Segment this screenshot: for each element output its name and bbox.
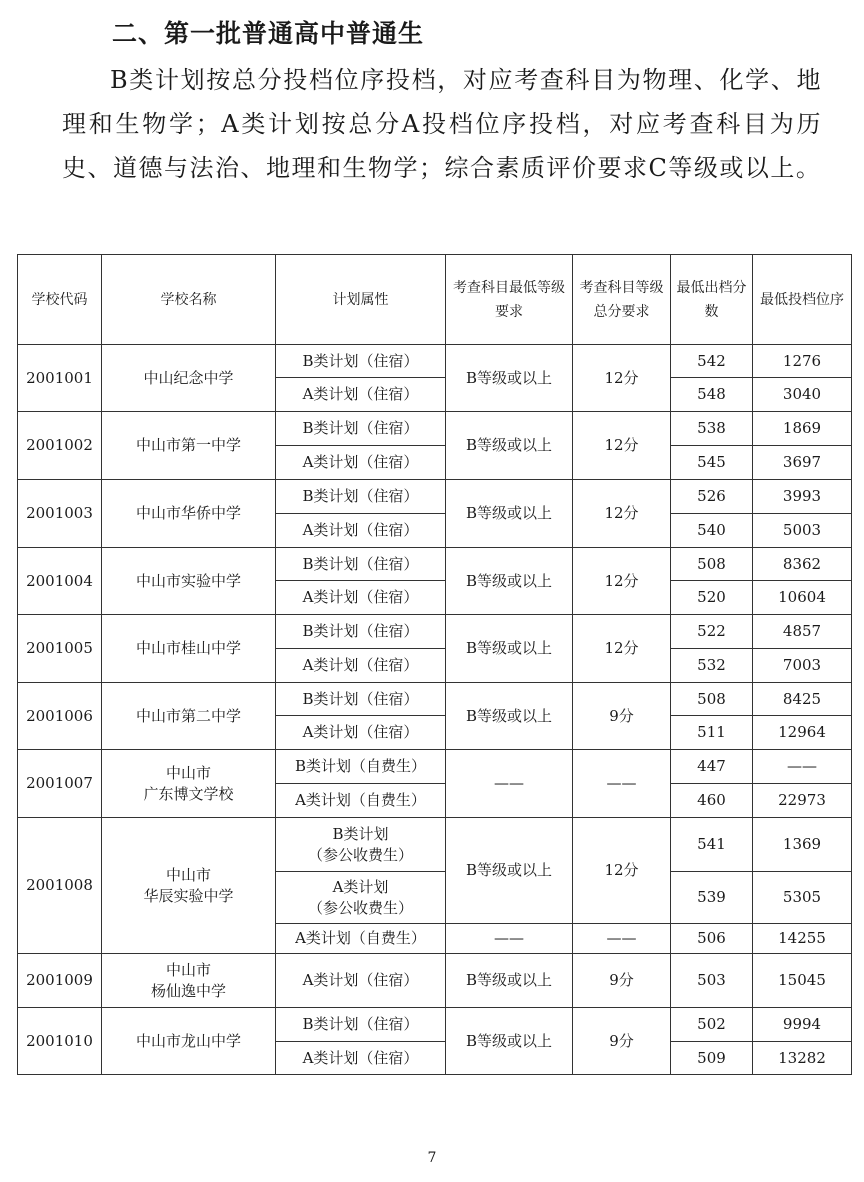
- admission-table: [17, 254, 852, 1075]
- min-grade-requirement: B等级或以上: [446, 1008, 573, 1075]
- min-grade-requirement: B等级或以上: [446, 954, 573, 1008]
- min-score: 502: [671, 1008, 753, 1042]
- table-row: [18, 954, 852, 1008]
- school-name: 中山市 杨仙逸中学: [102, 954, 276, 1008]
- plan-type: A类计划（住宿）: [276, 514, 446, 548]
- header-total-grade: 考查科目等级总分要求: [573, 255, 671, 345]
- min-rank: 1369: [753, 818, 852, 872]
- min-rank: 3697: [753, 446, 852, 480]
- plan-type: A类计划（自费生）: [276, 784, 446, 818]
- min-grade-requirement: B等级或以上: [446, 615, 573, 683]
- table-row: [18, 345, 852, 378]
- min-rank: 22973: [753, 784, 852, 818]
- page-number: 7: [427, 1150, 437, 1166]
- min-score: 541: [671, 818, 753, 872]
- min-rank: 9994: [753, 1008, 852, 1042]
- min-score: 460: [671, 784, 753, 818]
- plan-type: B类计划（住宿）: [276, 683, 446, 716]
- school-name: 中山纪念中学: [102, 345, 276, 412]
- header-min-rank: 最低投档位序: [753, 255, 852, 345]
- plan-type: B类计划（住宿）: [276, 480, 446, 514]
- table-row: [18, 615, 852, 649]
- min-grade-requirement: B等级或以上: [446, 480, 573, 548]
- total-grade-requirement: 12分: [573, 412, 671, 480]
- header-min-score: 最低出档分数: [671, 255, 753, 345]
- min-grade-requirement: B等级或以上: [446, 548, 573, 615]
- total-grade-requirement: 9分: [573, 954, 671, 1008]
- plan-type: A类计划（住宿）: [276, 1042, 446, 1075]
- min-score: 548: [671, 378, 753, 412]
- paragraph-text: B类计划按总分投档位序投档，对应考查科目为物理、化学、地理和生物学；A类计划按总分A投档位序投档，对应考查科目为历史、道德与法治、地理和生物学；综合素质评价要求C等级或以上。: [62, 66, 822, 182]
- min-score: 526: [671, 480, 753, 514]
- total-grade-requirement: 12分: [573, 548, 671, 615]
- min-rank: 14255: [753, 924, 852, 954]
- total-grade-requirement: 12分: [573, 615, 671, 683]
- plan-type: A类计划 （参公收费生）: [276, 872, 446, 924]
- min-rank: 7003: [753, 649, 852, 683]
- school-name: 中山市第一中学: [102, 412, 276, 480]
- min-score: 447: [671, 750, 753, 784]
- min-score: 509: [671, 1042, 753, 1075]
- min-rank: 4857: [753, 615, 852, 649]
- table-row: [18, 412, 852, 446]
- table-row: [18, 683, 852, 716]
- school-name: 中山市龙山中学: [102, 1008, 276, 1075]
- min-rank: 13282: [753, 1042, 852, 1075]
- school-code: 2001009: [18, 954, 102, 1008]
- min-rank: 3040: [753, 378, 852, 412]
- plan-type: A类计划（住宿）: [276, 581, 446, 615]
- total-grade-requirement: 9分: [573, 683, 671, 750]
- school-name: 中山市华侨中学: [102, 480, 276, 548]
- min-score: 545: [671, 446, 753, 480]
- min-rank: 15045: [753, 954, 852, 1008]
- plan-type: A类计划（自费生）: [276, 924, 446, 954]
- min-grade-requirement: B等级或以上: [446, 818, 573, 924]
- plan-type: A类计划（住宿）: [276, 716, 446, 750]
- total-grade-requirement: 12分: [573, 818, 671, 924]
- min-score: 522: [671, 615, 753, 649]
- min-grade-requirement: B等级或以上: [446, 412, 573, 480]
- header-plan: 计划属性: [276, 255, 446, 345]
- school-code: 2001005: [18, 615, 102, 683]
- min-rank: 1276: [753, 345, 852, 378]
- min-score: 538: [671, 412, 753, 446]
- section-paragraph: [62, 58, 822, 190]
- min-rank: 5305: [753, 872, 852, 924]
- header-code: 学校代码: [18, 255, 102, 345]
- min-rank: 8425: [753, 683, 852, 716]
- school-code: 2001007: [18, 750, 102, 818]
- plan-type: B类计划（住宿）: [276, 548, 446, 581]
- plan-type: B类计划（自费生）: [276, 750, 446, 784]
- min-rank: 1869: [753, 412, 852, 446]
- min-rank: ——: [753, 750, 852, 784]
- min-grade-requirement: B等级或以上: [446, 683, 573, 750]
- min-rank: 12964: [753, 716, 852, 750]
- header-name: 学校名称: [102, 255, 276, 345]
- plan-type: A类计划（住宿）: [276, 649, 446, 683]
- min-rank: 3993: [753, 480, 852, 514]
- school-code: 2001003: [18, 480, 102, 548]
- plan-type: B类计划（住宿）: [276, 615, 446, 649]
- school-code: 2001001: [18, 345, 102, 412]
- school-name: 中山市 广东博文学校: [102, 750, 276, 818]
- plan-type: A类计划（住宿）: [276, 446, 446, 480]
- total-grade-requirement: ——: [573, 750, 671, 818]
- table-row: [18, 1008, 852, 1042]
- min-score: 539: [671, 872, 753, 924]
- table-row: [18, 548, 852, 581]
- plan-type: B类计划（住宿）: [276, 1008, 446, 1042]
- table-row: [18, 818, 852, 872]
- school-name: 中山市实验中学: [102, 548, 276, 615]
- min-rank: 10604: [753, 581, 852, 615]
- total-grade-requirement: 12分: [573, 480, 671, 548]
- section-heading: 二、第一批普通高中普通生: [112, 19, 425, 48]
- min-grade-requirement: ——: [446, 924, 573, 954]
- table-body: [18, 345, 852, 1075]
- min-rank: 5003: [753, 514, 852, 548]
- plan-type: A类计划（住宿）: [276, 954, 446, 1008]
- school-code: 2001004: [18, 548, 102, 615]
- header-min-grade: 考查科目最低等级要求: [446, 255, 573, 345]
- min-grade-requirement: ——: [446, 750, 573, 818]
- min-score: 532: [671, 649, 753, 683]
- school-code: 2001002: [18, 412, 102, 480]
- min-score: 520: [671, 581, 753, 615]
- min-score: 503: [671, 954, 753, 1008]
- plan-type: B类计划（住宿）: [276, 345, 446, 378]
- min-score: 540: [671, 514, 753, 548]
- table-row: [18, 480, 852, 514]
- min-score: 542: [671, 345, 753, 378]
- school-name: 中山市桂山中学: [102, 615, 276, 683]
- school-code: 2001006: [18, 683, 102, 750]
- total-grade-requirement: 9分: [573, 1008, 671, 1075]
- min-score: 511: [671, 716, 753, 750]
- min-score: 508: [671, 548, 753, 581]
- min-grade-requirement: B等级或以上: [446, 345, 573, 412]
- school-code: 2001010: [18, 1008, 102, 1075]
- school-name: 中山市 华辰实验中学: [102, 818, 276, 954]
- plan-type: A类计划（住宿）: [276, 378, 446, 412]
- total-grade-requirement: 12分: [573, 345, 671, 412]
- plan-type: B类计划 （参公收费生）: [276, 818, 446, 872]
- min-rank: 8362: [753, 548, 852, 581]
- school-code: 2001008: [18, 818, 102, 954]
- header-row: [18, 255, 852, 345]
- table-row: [18, 750, 852, 784]
- plan-type: B类计划（住宿）: [276, 412, 446, 446]
- school-name: 中山市第二中学: [102, 683, 276, 750]
- min-score: 506: [671, 924, 753, 954]
- min-score: 508: [671, 683, 753, 716]
- total-grade-requirement: ——: [573, 924, 671, 954]
